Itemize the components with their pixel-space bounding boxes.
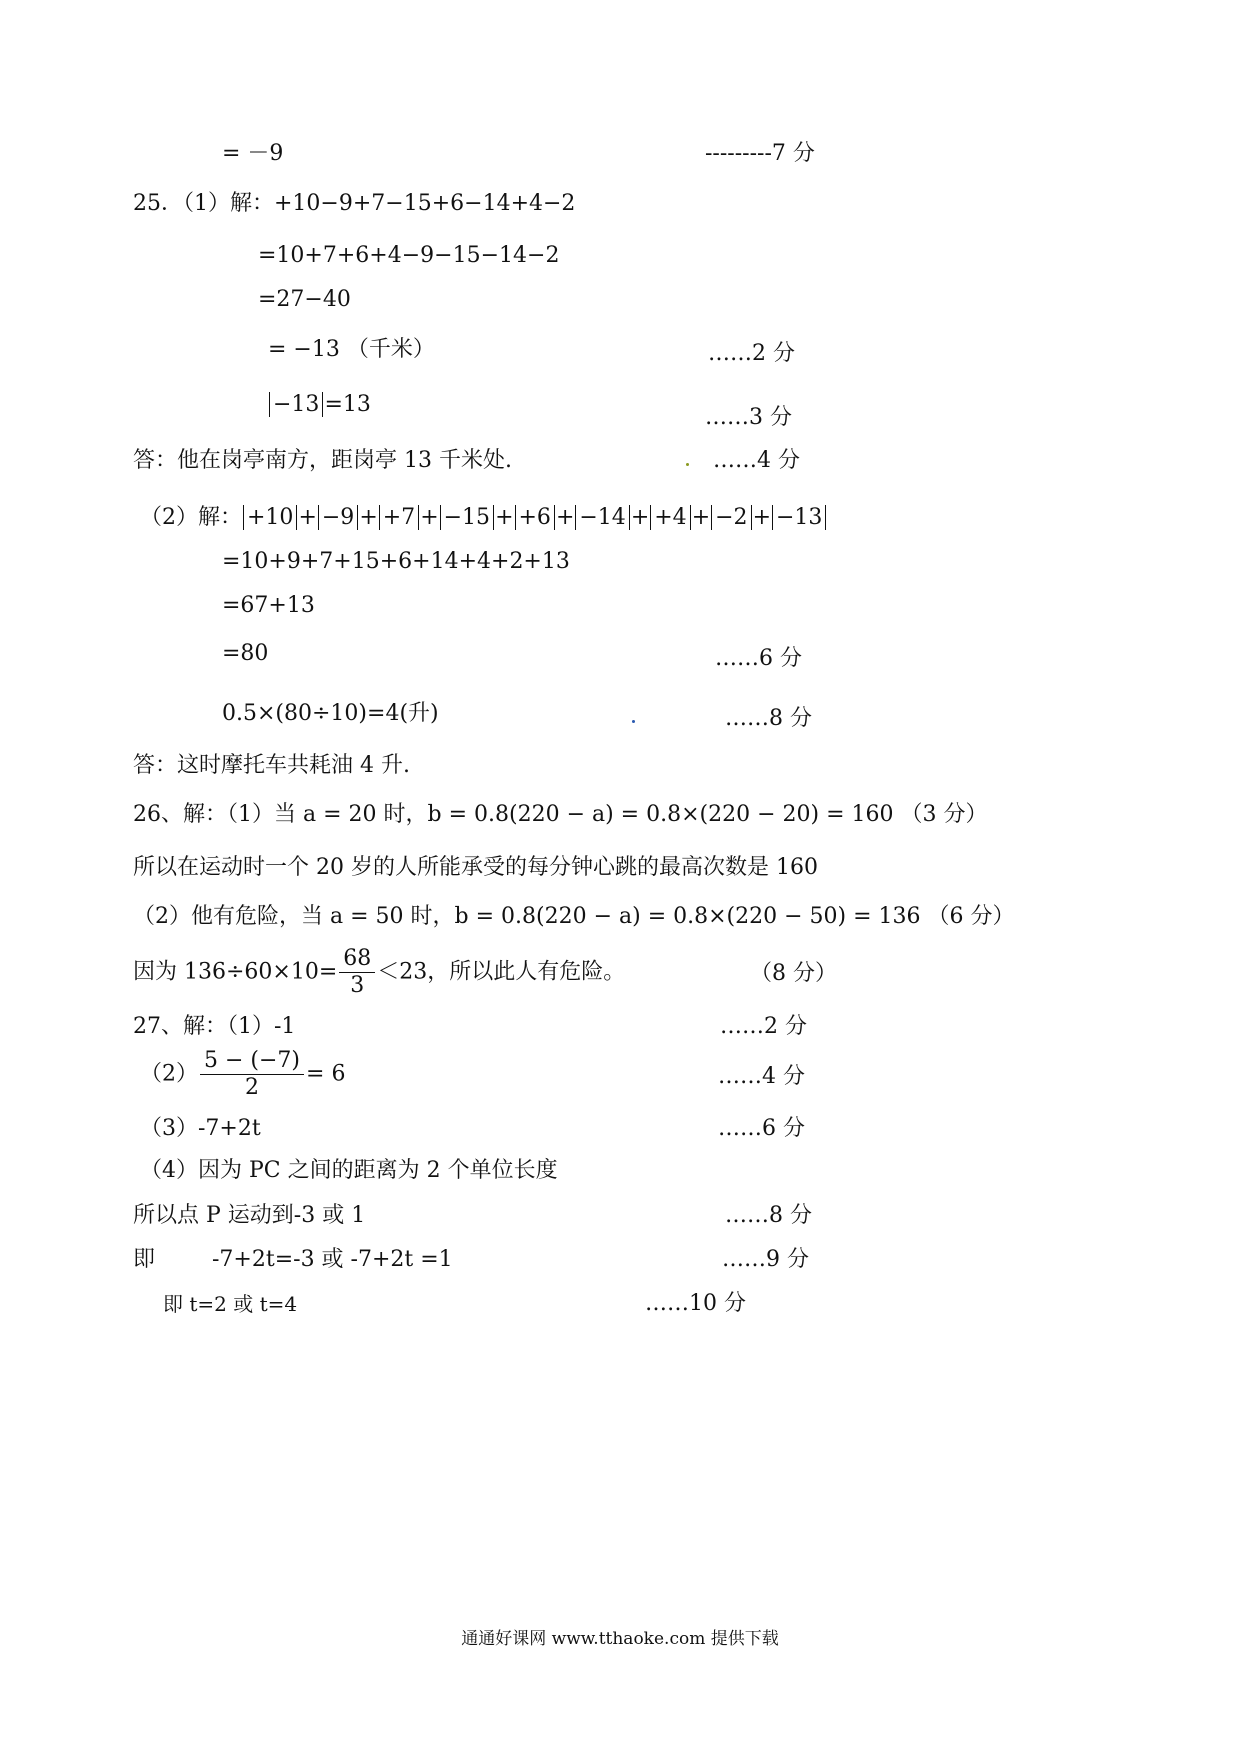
abs-term: +10 [243,505,297,530]
abs-value: −13 [269,392,323,417]
score-mark: ……3 分 [705,405,792,430]
q27-solution: 即 t=2 或 t=4 [163,1292,298,1316]
calc-prefix: 因为 136÷60×10= [133,959,338,985]
score-mark: ……4 分 [718,1064,805,1089]
score-mark: ……6 分 [718,1116,805,1141]
plus-sign: + [752,505,771,530]
q26-conclusion: 所以在运动时一个 20 岁的人所能承受的每分钟心跳的最高次数是 160 [133,855,818,880]
q27-step-label: 即 [133,1247,156,1272]
score-mark: ……6 分 [715,646,802,671]
q25-part2-header [140,504,827,532]
abs-term: +7 [379,505,419,530]
q27-part2 [140,1048,345,1101]
q27-step: 所以点 P 运动到-3 或 1 [133,1203,366,1228]
abs-term: −14 [575,505,629,530]
score-mark: ……9 分 [722,1247,809,1272]
abs-result: =13 [324,392,371,417]
score-mark: ……2 分 [720,1014,807,1039]
abs-term: −9 [318,505,358,530]
q25-step: =10+7+6+4−9−15−14−2 [258,243,560,268]
q25-answer: 答：他在岗亭南方，距岗亭 13 千米处. [133,448,512,473]
score-mark: ……4 分 [713,448,800,473]
q25-step: =67+13 [222,593,315,618]
score-mark: ……8 分 [725,1203,812,1228]
plus-sign: + [630,505,650,530]
plus-sign: + [298,505,317,530]
q26-part1: 26、解：（1）当 a = 20 时，b = 0.8(220 − a) = 0.8×(220 − 20) = 160 （3 分） [133,802,988,827]
abs-term: −13 [772,505,826,530]
fraction-denominator: 2 [245,1075,259,1100]
score-mark: ……2 分 [708,341,795,366]
q27-equations: -7+2t=-3 或 -7+2t =1 [212,1247,453,1272]
fraction-denominator: 3 [350,973,365,998]
plus-sign: + [555,505,575,530]
fraction-numerator: 5 − (−7) [200,1048,304,1075]
score-mark: ……8 分 [725,706,812,731]
abs-term: +4 [650,505,690,530]
q25-step: = −13 （千米） [268,337,435,362]
q26-danger-line [133,946,625,999]
plus-sign: + [495,505,514,530]
scan-speck [686,463,689,466]
q25-step: =10+9+7+15+6+14+4+2+13 [222,549,570,574]
fraction-result: = 6 [306,1061,346,1087]
part-label: （2）解： [140,505,242,530]
part-label: （2） [140,1061,198,1087]
calc-suffix: ＜23，所以此人有危险。 [377,959,626,985]
score-mark: ---------7 分 [705,141,815,166]
score-mark: （8 分） [750,961,837,986]
abs-term: +6 [515,505,555,530]
plus-sign: + [691,505,711,530]
abs-terms [242,505,827,530]
abs-term: −15 [440,505,494,530]
plus-sign: + [420,505,439,530]
q25-step: =80 [222,641,269,666]
page-footer: 通通好课网 www.tthaoke.com 提供下载 [461,1629,779,1649]
fraction [339,946,375,999]
q25-step: =27−40 [258,287,351,312]
scan-speck [632,720,635,723]
q27-part3: （3）-7+2t [140,1116,261,1141]
q26-part2: （2）他有危险，当 a = 50 时，b = 0.8(220 − a) = 0.8×(220 − 50) = 136 （6 分） [133,904,1015,929]
plus-sign: + [359,505,378,530]
score-mark: ……10 分 [645,1291,746,1316]
fraction [200,1048,304,1101]
q25-abs-line [268,391,371,419]
result-line: = －9 [222,141,284,166]
q27-part4: （4）因为 PC 之间的距离为 2 个单位长度 [140,1158,558,1183]
q27-part1: 27、解：（1）-1 [133,1014,296,1039]
fraction-numerator: 68 [339,946,375,973]
q25-fuel-calc: 0.5×(80÷10)=4(升) [222,701,439,726]
q25-answer: 答：这时摩托车共耗油 4 升. [133,753,410,778]
q25-part1-header: 25．（1）解：+10−9+7−15+6−14+4−2 [133,191,576,216]
abs-term: −2 [711,505,751,530]
